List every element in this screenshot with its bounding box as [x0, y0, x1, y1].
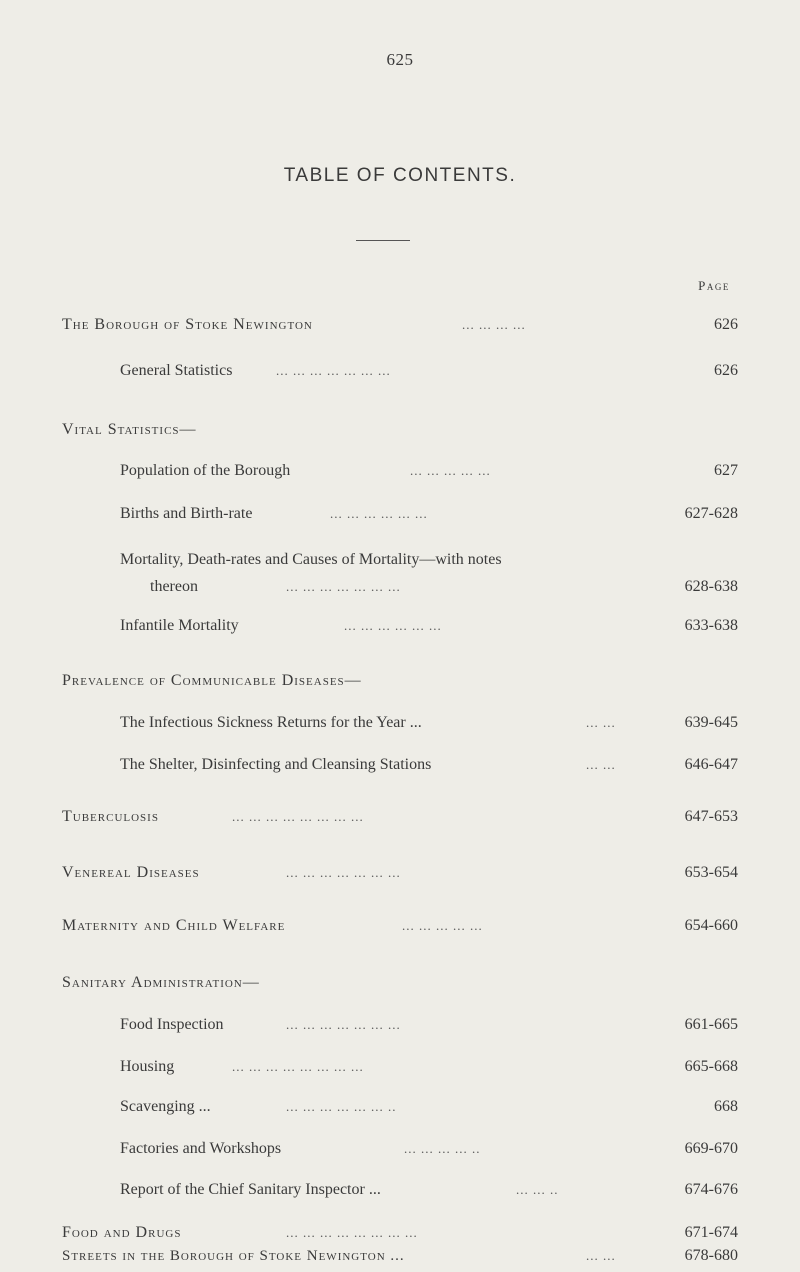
toc-entry-label: Births and Birth-rate	[120, 505, 253, 522]
toc-entry-label: The Shelter, Disinfecting and Cleansing Stations	[120, 756, 432, 773]
toc-entry-page: 626	[714, 316, 738, 333]
toc-entry-label: Maternity and Child Welfare	[62, 917, 286, 934]
toc-entry-page: 668	[714, 1098, 738, 1115]
toc-heading-vital-statistics[interactable]	[0, 418, 800, 442]
leader-dots: ... ...	[586, 1248, 616, 1263]
toc-entry-label: The Infectious Sickness Returns for the Year ...	[120, 714, 422, 731]
document-title: TABLE OF CONTENTS.	[283, 165, 517, 186]
toc-entry-streets[interactable]	[0, 1244, 800, 1268]
leader-dots: ... ... ..	[516, 1182, 559, 1197]
toc-entry-label: Mortality, Death-rates and Causes of Mortality—with notes	[120, 551, 502, 568]
toc-entry-scavenging[interactable]	[0, 1095, 800, 1119]
leader-dots: ... ... ... ... ... ... ...	[286, 579, 401, 594]
toc-entry-page: 654-660	[684, 917, 738, 934]
toc-entry-label: Infantile Mortality	[120, 617, 239, 634]
toc-entry-page: 627-628	[684, 505, 738, 522]
toc-entry-label: Factories and Workshops	[120, 1140, 282, 1157]
toc-entry-label: Population of the Borough	[120, 462, 291, 479]
leader-dots: ... ... ... ... ... ... ... ...	[232, 1059, 364, 1074]
leader-dots: ... ... ... ... ..	[404, 1141, 481, 1156]
toc-entry-venereal[interactable]	[0, 861, 800, 885]
toc-entry-borough[interactable]	[0, 313, 800, 337]
page-number: 625	[386, 50, 414, 69]
toc-entry-infantile[interactable]	[0, 614, 800, 638]
toc-heading-label: Prevalence of Communicable Diseases—	[62, 672, 362, 689]
toc-entry-page: 669-670	[684, 1140, 738, 1157]
toc-entry-label: Streets in the Borough of Stoke Newington ...	[62, 1248, 405, 1264]
leader-dots: ... ... ... ... ... ... ..	[286, 1099, 397, 1114]
toc-entry-label: Tuberculosis	[62, 808, 159, 825]
toc-entry-food-drugs[interactable]	[0, 1221, 800, 1245]
toc-entry-page: 626	[714, 362, 738, 379]
leader-dots: ... ...	[586, 715, 616, 730]
toc-entry-page: 678-680	[684, 1247, 738, 1264]
toc-entry-births[interactable]	[0, 502, 800, 526]
toc-heading-label: Sanitary Administration—	[62, 974, 260, 991]
toc-entry-label: Food Inspection	[120, 1016, 224, 1033]
toc-entry-label: Report of the Chief Sanitary Inspector ...	[120, 1181, 381, 1198]
toc-entry-page: 627	[714, 462, 738, 479]
leader-dots: ... ... ... ... ...	[402, 918, 483, 933]
toc-entry-factories[interactable]	[0, 1137, 800, 1161]
leader-dots: ... ... ... ... ... ... ...	[276, 363, 391, 378]
leader-dots: ... ... ... ... ... ... ... ...	[286, 1225, 418, 1240]
toc-heading-sanitary[interactable]	[0, 971, 800, 995]
toc-entry-page: 653-654	[684, 864, 738, 881]
toc-entry-label: General Statistics	[120, 362, 233, 379]
toc-entry-page: 639-645	[684, 714, 738, 731]
toc-entry-mortality-cont[interactable]	[0, 575, 800, 599]
toc-entry-page: 674-676	[684, 1181, 738, 1198]
toc-entry-label: Venereal Diseases	[62, 864, 200, 881]
toc-entry-page: 665-668	[684, 1058, 738, 1075]
toc-entry-page: 671-674	[684, 1224, 738, 1241]
leader-dots: ... ... ... ... ... ...	[330, 506, 428, 521]
leader-dots: ... ... ... ...	[462, 317, 526, 332]
toc-entry-shelter[interactable]	[0, 753, 800, 777]
toc-entry-label: Food and Drugs	[62, 1224, 182, 1241]
toc-entry-label: Housing	[120, 1058, 175, 1075]
toc-entry-page: 647-653	[684, 808, 738, 825]
leader-dots: ... ... ... ... ...	[410, 463, 491, 478]
leader-dots: ... ... ... ... ... ... ... ...	[232, 809, 364, 824]
leader-dots: ... ... ... ... ... ...	[344, 618, 442, 633]
toc-entry-label: thereon	[150, 578, 198, 595]
toc-entry-mortality[interactable]	[0, 548, 800, 572]
toc-entry-page: 633-638	[684, 617, 738, 634]
toc-entry-general-statistics[interactable]	[0, 359, 800, 383]
toc-heading-label: Vital Statistics—	[62, 421, 197, 438]
toc-entry-page: 646-647	[684, 756, 738, 773]
toc-entry-food-inspection[interactable]	[0, 1013, 800, 1037]
toc-entry-infectious-sickness[interactable]	[0, 711, 800, 735]
toc-entry-page: 661-665	[684, 1016, 738, 1033]
toc-entry-maternity[interactable]	[0, 914, 800, 938]
title-rule	[356, 240, 410, 241]
leader-dots: ... ... ... ... ... ... ...	[286, 865, 401, 880]
page-column-header: Page	[698, 278, 730, 293]
toc-entry-population[interactable]	[0, 459, 800, 483]
leader-dots: ... ...	[586, 757, 616, 772]
toc-entry-tuberculosis[interactable]	[0, 805, 800, 829]
toc-heading-communicable[interactable]	[0, 669, 800, 693]
toc-entry-chief-inspector[interactable]	[0, 1178, 800, 1202]
toc-entry-label: Scavenging ...	[120, 1098, 211, 1115]
toc-entry-housing[interactable]	[0, 1055, 800, 1079]
toc-entry-page: 628-638	[684, 578, 738, 595]
toc-entry-label: The Borough of Stoke Newington	[62, 316, 313, 333]
leader-dots: ... ... ... ... ... ... ...	[286, 1017, 401, 1032]
